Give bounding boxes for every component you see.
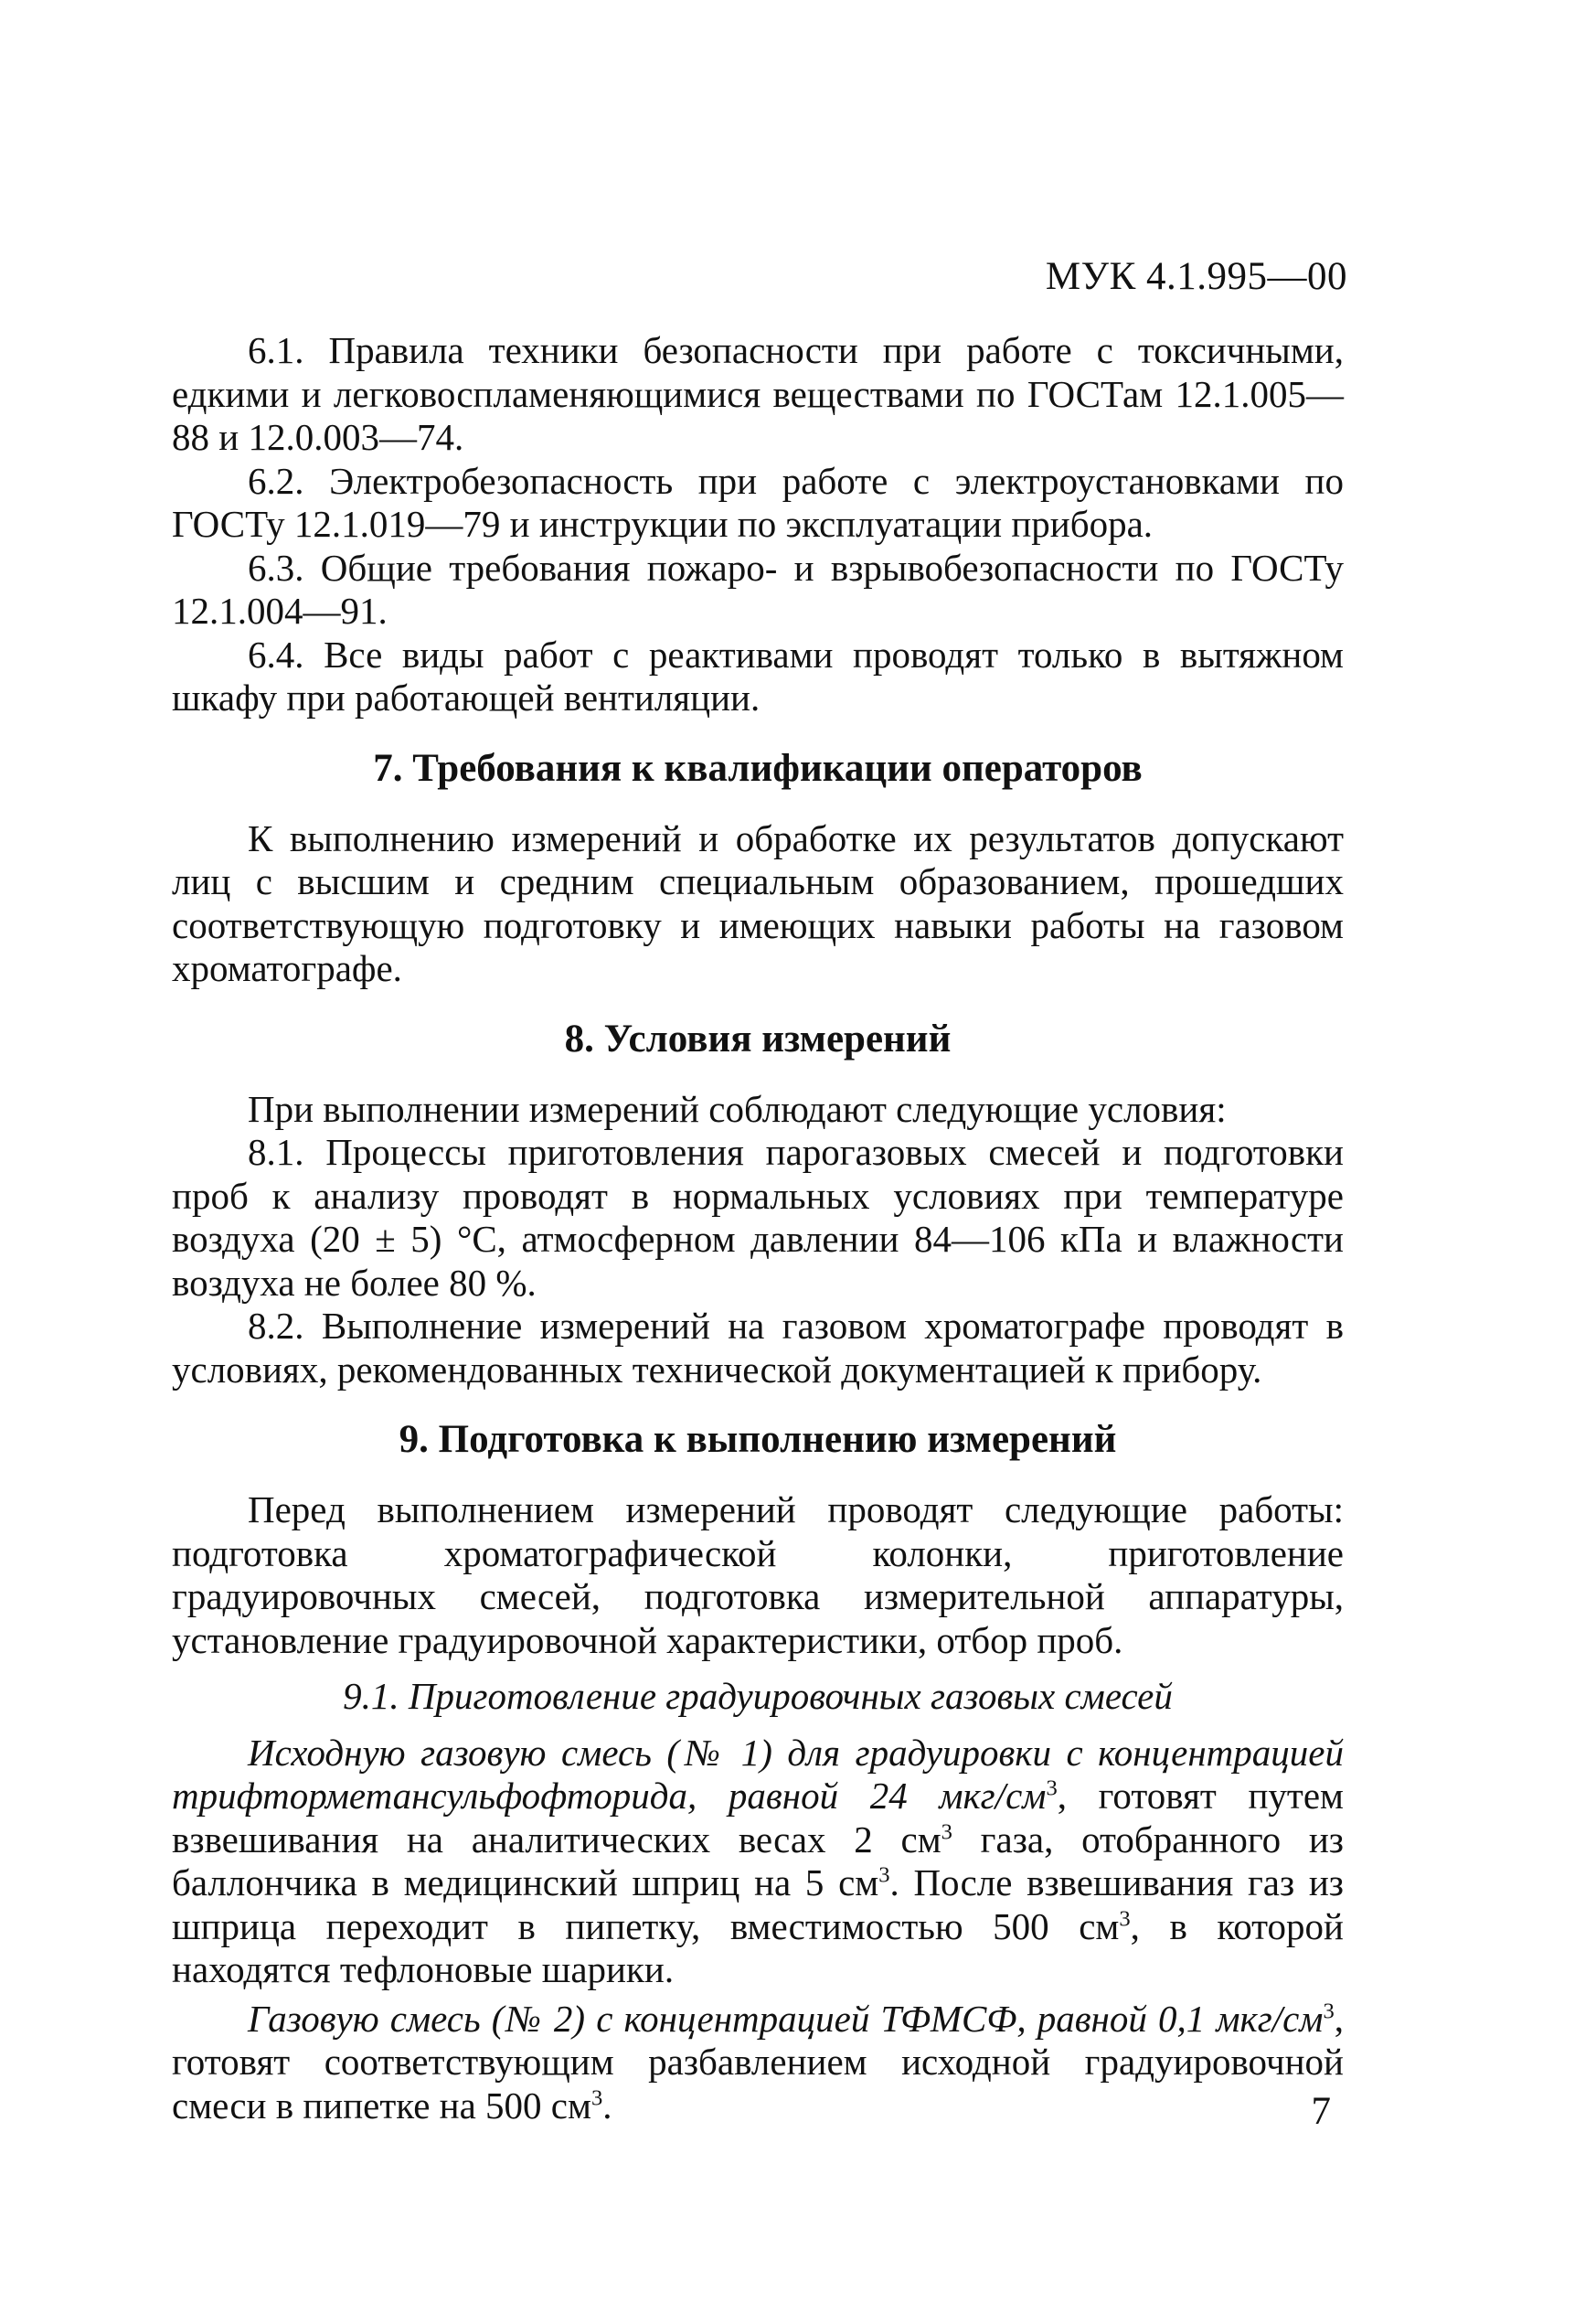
page-number: 7 (1311, 2090, 1331, 2133)
paragraph-6-3: 6.3. Общие требования пожаро- и взрывобезопасности по ГОСТу 12.1.004—91. (172, 546, 1344, 632)
superscript: 3 (590, 2084, 603, 2110)
mixture-2-text: . (602, 2084, 612, 2127)
paragraph-8-1: 8.1. Процессы приготовления парогазовых смесей и подготовки проб к анализу проводят в нормальных условиях при температуре воздуха (20 ± 5) °С, атмосферном давлении 84—106 кПа и влажности воздуха не более 80 %. (172, 1131, 1344, 1304)
mixture-1-italic-lead: Исходную газовую смесь (№ 1) для градуировки с концентрацией трифторметансульфофторида, равной 24 мкг/см (172, 1731, 1344, 1817)
superscript: 3 (878, 1862, 890, 1888)
mixture-1-text: . После взвешивания газ из шприца переходит в пипетку, вместимостью 500 см (172, 1861, 1344, 1947)
superscript: 3 (1046, 1775, 1058, 1801)
paragraph-6-2: 6.2. Электробезопасность при работе с электроустановками по ГОСТу 12.1.019—79 и инструкции по эксплуатации прибора. (172, 459, 1344, 545)
mixture-1-text: , готовят путем взвешивания на аналитических весах 2 см (172, 1775, 1344, 1860)
paragraph-6-1: 6.1. Правила техники безопасности при работе с токсичными, едкими и легковоспламеняющимися веществами по ГОСТам 12.1.005—88 и 12.0.003—74. (172, 329, 1344, 458)
mixture-2-italic-lead: Газовую смесь (№ 2) с концентрацией ТФМСФ, равной 0,1 мкг/см (248, 1997, 1324, 2040)
mixture-1-text: газа, отобранного из баллончика в медицинский шприц на 5 см (172, 1818, 1345, 1903)
section-9-intro: Перед выполнением измерений проводят следующие работы: подготовка хроматографической колонки, приготовление градуировочных смесей, подготовка измерительной аппаратуры, установление градуировочной характеристики, отбор проб. (172, 1488, 1344, 1661)
section-8-intro: При выполнении измерений соблюдают следующие условия: (248, 1087, 1227, 1130)
mixture-1-paragraph (172, 1732, 1344, 1992)
document-code: МУК 4.1.995—00 (1045, 255, 1347, 298)
page-content (172, 329, 1344, 2127)
superscript: 3 (1119, 1905, 1131, 1931)
section-7-heading: 7. Требования к квалификации операторов (373, 746, 1143, 790)
section-8-heading: 8. Условия измерений (564, 1017, 952, 1061)
subsection-9-1-heading: 9.1. Приготовление градуировочных газовых смесей (343, 1675, 1173, 1717)
section-7-text: К выполнению измерений и обработке их результатов допускают лиц с высшим и средним специальным образованием, прошедших соответствующую подготовку и имеющих навыки работы на газовом хроматографе. (172, 816, 1344, 989)
mixture-2-text: , готовят соответствующим разбавлением исходной градуировочной смеси в пипетке на 500 см (172, 1997, 1344, 2127)
mixture-1-text: , в которой находятся тефлоновые шарики. (172, 1904, 1344, 1990)
superscript: 3 (1323, 1998, 1335, 2023)
section-9-heading: 9. Подготовка к выполнению измерений (399, 1418, 1117, 1461)
paragraph-6-4: 6.4. Все виды работ с реактивами проводят только в вытяжном шкафу при работающей вентиляции. (172, 633, 1344, 719)
paragraph-8-2: 8.2. Выполнение измерений на газовом хроматографе проводят в условиях, рекомендованных технической документацией к прибору. (172, 1305, 1344, 1391)
mixture-2-paragraph (172, 1998, 1344, 2128)
superscript: 3 (941, 1818, 952, 1844)
